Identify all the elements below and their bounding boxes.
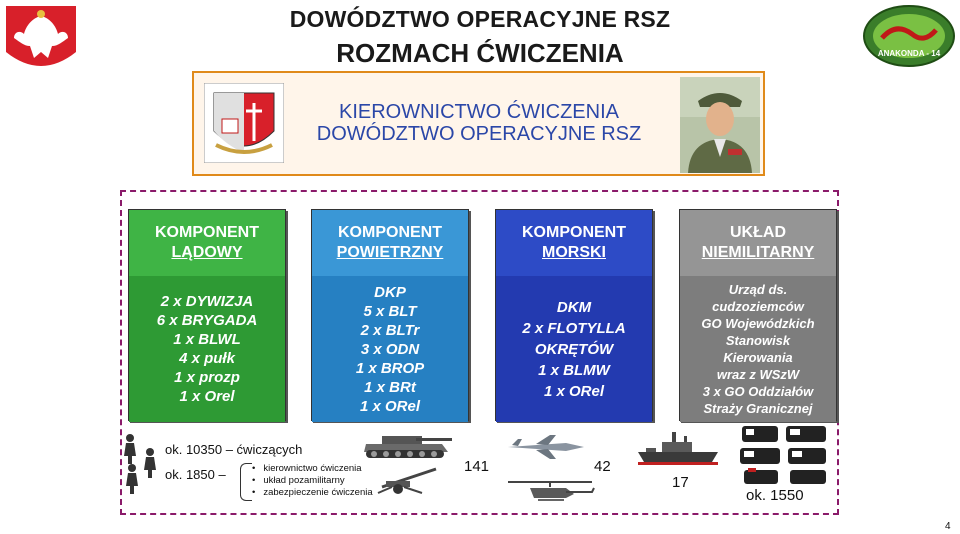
list-item: OKRĘTÓW [534,340,614,358]
component-air [311,209,469,421]
anakonda-exercise-logo-icon [862,4,956,68]
ships-count: 17 [672,474,689,491]
aircraft-count: 42 [594,458,611,475]
component-land-header [129,210,285,276]
list-item: 5 x BLT [363,302,417,320]
component-sea-head-2: MORSKI [542,244,606,261]
list-item: 1 x ORel [359,397,421,415]
howitzer-icon [372,465,452,495]
armored-vehicle-icon [362,430,457,460]
list-item: • kierownictwo ćwiczenia [252,463,373,475]
component-nonmilitary-list [680,276,836,422]
list-item: 1 x prozp [174,369,240,386]
list-item: 2 x BLTr [360,321,420,339]
operational-command-badge-icon [204,83,284,163]
list-item: GO Wojewódzkich [701,316,815,331]
anakonda-logo-text: ANAKONDA - 14 [877,49,941,58]
component-nonmilitary [679,209,837,421]
list-item: Urząd ds. [728,282,788,297]
page-subtitle: ROZMACH ĆWICZENIA [336,38,624,68]
helicopter-icon [504,478,596,502]
warship-icon [636,430,720,468]
component-sea-list [496,276,652,422]
support-count: ok. 1850 – [165,467,226,482]
ground-vehicles-count: 141 [464,458,490,475]
list-item: 1 x BLWL [173,331,241,348]
commander-portrait-icon [680,77,760,173]
list-item: 6 x BRYGADA [156,312,258,329]
component-air-header [312,210,468,276]
polish-eagle-emblem-icon [2,2,80,74]
support-brace [240,463,252,501]
list-item: 1 x ORel [543,382,605,400]
component-sea-head-1: KOMPONENT [522,224,626,241]
list-item: 3 x ODN [360,340,420,358]
list-item: 1 x BLMW [538,361,610,379]
component-sea-header [496,210,652,276]
soldiers-icon [120,432,164,494]
list-item: Straży Granicznej [703,401,813,416]
list-item: 2 x DYWIZJA [160,293,254,310]
list-item: 2 x FLOTYLLA [522,319,626,337]
component-nonmilitary-head-2: NIEMILITARNY [701,244,815,261]
component-sea [495,209,653,421]
component-air-head-1: KOMPONENT [338,224,442,241]
list-item: Stanowisk [725,333,791,348]
component-land-head-2: LĄDOWY [171,244,243,261]
list-item: wraz z WSzW [716,367,800,382]
component-land-list [129,276,285,422]
page-number: 4 [945,521,951,532]
list-item: • zabezpieczenie ćwiczenia [252,487,373,499]
list-item: DKM [556,298,592,316]
list-item: 1 x Orel [179,388,235,405]
command-line-2: DOWÓDZTWO OPERACYJNE RSZ [316,123,642,145]
civil-vehicles-count: ok. 1550 [746,487,804,504]
component-air-list [312,276,468,422]
civil-vehicles-icon [738,424,830,488]
command-text [314,101,644,145]
component-air-head-2: POWIETRZNY [336,244,444,261]
component-land-head-1: KOMPONENT [155,224,259,241]
list-item: • układ pozamilitarny [252,475,373,487]
command-line-1: KIEROWNICTWO ĆWICZENIA [339,101,619,123]
list-item: 4 x pułk [179,350,235,367]
list-item: 1 x BRt [364,378,416,396]
fighter-jet-icon [506,435,586,459]
list-item: 1 x BROP [355,359,425,377]
list-item: 3 x GO Oddziałów [702,384,814,399]
component-nonmilitary-head-1: UKŁAD [730,224,786,241]
participants-count: ok. 10350 – ćwiczących [165,442,303,457]
support-list [252,463,373,499]
list-item: cudzoziemców [712,299,804,314]
component-nonmilitary-header [680,210,836,276]
list-item: Kierowania [723,350,793,365]
command-box [192,71,765,176]
list-item: DKP [374,283,406,301]
page-title: DOWÓDZTWO OPERACYJNE RSZ [289,6,671,32]
component-land [128,209,286,421]
